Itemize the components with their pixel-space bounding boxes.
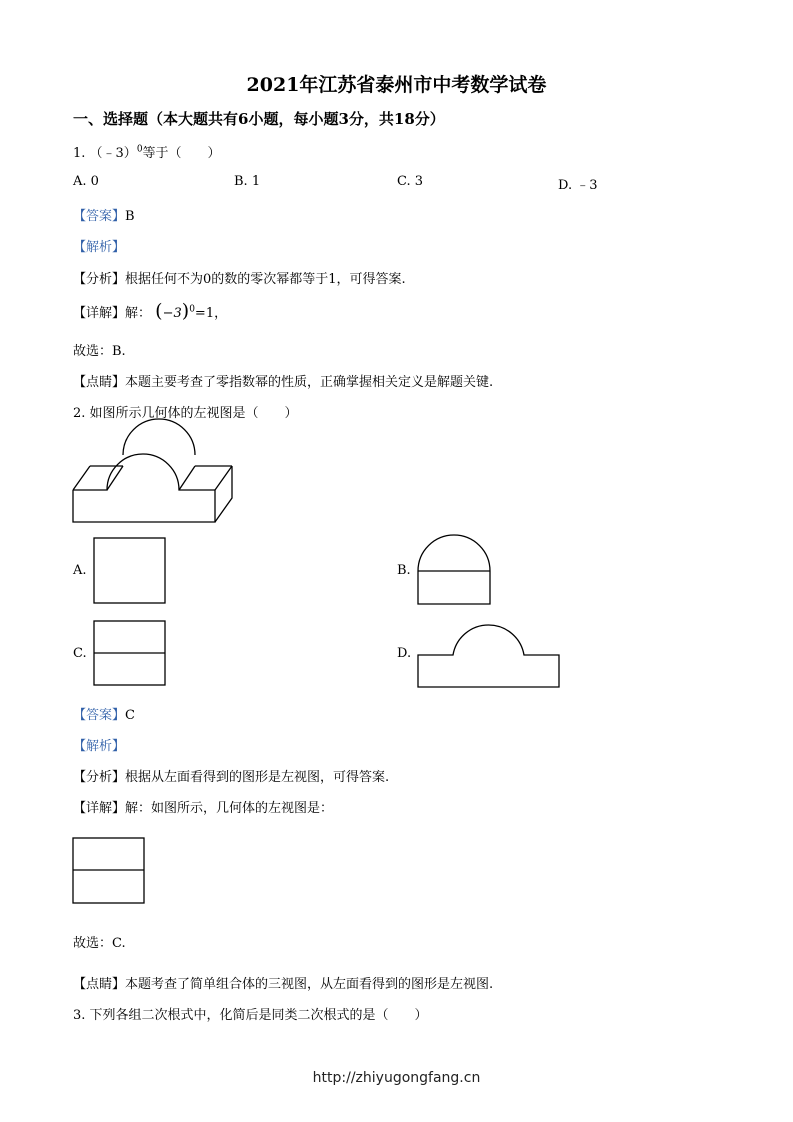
q1-conclusion: 故选：B. — [73, 344, 126, 359]
q1-dianjing-text: 本题主要考查了零指数幂的性质，正确掌握相关定义是解题关键. — [125, 375, 494, 390]
q1-option-c: C. 3 — [397, 174, 424, 189]
q2-option-a-label: A. — [73, 563, 87, 578]
q2-option-b-label: B. — [397, 563, 411, 578]
q1-stem-pre: 1. （﹣3） — [73, 146, 137, 161]
q1-option-d: D. ﹣3 — [558, 178, 598, 193]
q2-dianjing-text: 本题考查了简单组合体的三视图，从左面看得到的图形是左视图. — [125, 977, 494, 992]
math-paren-open: ( — [155, 300, 163, 322]
math-base: −3 — [162, 306, 182, 321]
q2-xiangjie-text: 解：如图所示，几何体的左视图是： — [125, 801, 334, 816]
q2-dianjing-tag: 【点睛】 — [73, 977, 126, 992]
q1-fenxi-text: 根据任何不为0的数的零次幂都等于1，可得答案. — [125, 272, 406, 287]
q1-stem-post: 等于（ ） — [142, 146, 221, 161]
q2-xiangjie-tag: 【详解】 — [73, 801, 126, 816]
q1-fenxi-tag: 【分析】 — [73, 272, 126, 287]
q2-answer-value: C — [125, 708, 135, 723]
q1-analysis-tag: 【解析】 — [73, 240, 126, 255]
q1-answer-tag: 【答案】 — [73, 209, 126, 224]
q2-fenxi-text: 根据从左面看得到的图形是左视图，可得答案. — [125, 770, 390, 785]
math-exponent: 0 — [189, 304, 195, 315]
q1-option-a: A. 0 — [73, 174, 99, 189]
math-result: =1， — [194, 306, 228, 321]
q1-dianjing-tag: 【点睛】 — [73, 375, 126, 390]
q2-dianjing — [73, 973, 493, 992]
q1-stem-sup: 0 — [136, 144, 143, 155]
section-heading: 一、选择题（本大题共有6小题，每小题3分，共18分） — [73, 110, 445, 128]
page-title: 2021年江苏省泰州市中考数学试卷 — [246, 74, 547, 96]
q2-analysis-tag: 【解析】 — [73, 739, 126, 754]
math-paren-close: ) — [181, 300, 190, 322]
q1-xiangjie-pre: 解： — [125, 306, 152, 321]
q2-fenxi-tag: 【分析】 — [73, 770, 126, 785]
q2-conclusion: 故选：C. — [73, 936, 126, 951]
footer-url: http://zhiyugongfang.cn — [312, 1070, 481, 1086]
q1-answer-value: B — [125, 209, 135, 224]
q2-option-d-label: D. — [397, 646, 412, 661]
q2-answer-tag: 【答案】 — [73, 708, 126, 723]
q2-stem: 2. 如图所示几何体的左视图是（ ） — [73, 406, 298, 421]
q1-option-b: B. 1 — [234, 174, 261, 189]
q1-xiangjie-tag: 【详解】 — [73, 306, 126, 321]
q3-stem: 3. 下列各组二次根式中，化简后是同类二次根式的是（ ） — [73, 1008, 428, 1023]
q2-option-c-label: C. — [73, 646, 87, 661]
